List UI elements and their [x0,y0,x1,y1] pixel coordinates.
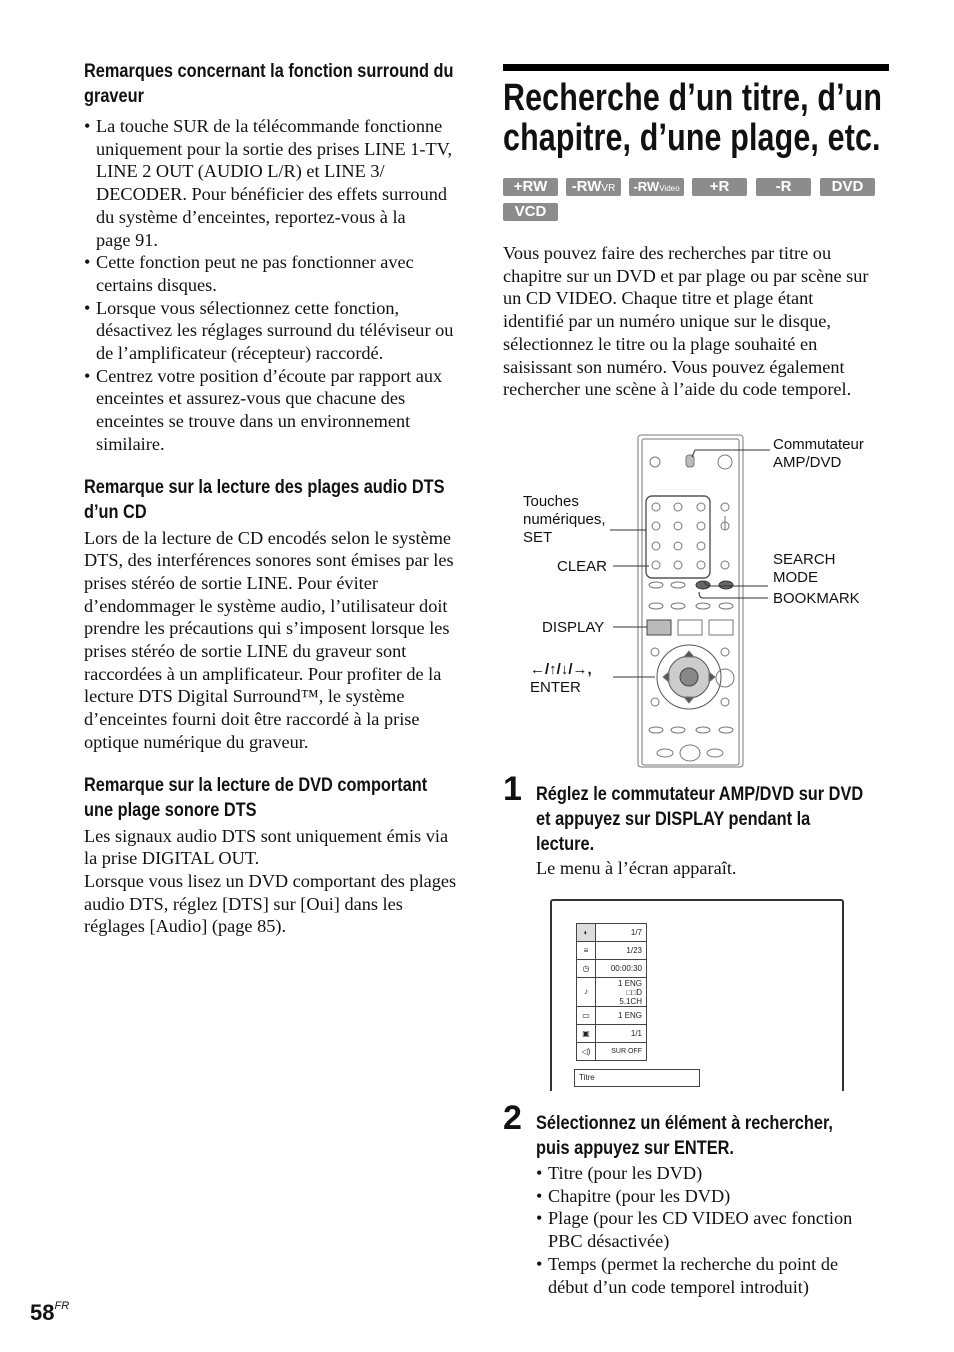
title-rule [503,64,889,71]
osd-row: ♪ 1 ENG □□D 5.1CH [577,978,646,1007]
step1-note: Le menu à l’écran apparaît. [536,858,737,878]
section-heading-surround: Remarques concernant la fonction surround du graveur [84,61,454,107]
osd-row: ◐ 1/7 [577,924,646,942]
step2-heading: Sélectionnez un élément à rechercher, puis appuyez sur ENTER. [536,1113,833,1159]
label-enter: ENTER [530,679,581,696]
badge-minus-rw-video: -RWVideo [629,178,684,196]
osd-row: ◁) SUR OFF [577,1043,646,1060]
osd-row: ◷ 00:00:30 [577,960,646,978]
intro-paragraph: Vous pouvez faire des recherches par titre ou chapitre sur un DVD et par plage ou par scène sur un CD VIDEO. Chaque titre et plage étant identifié par un numéro unique sur le disque, sélectionnez le titre ou la plage souhaité en saisissant son numéro. Vous pouvez également rechercher une scène à l’aide du code temporel. [503,243,869,400]
osd-screen [550,899,844,1091]
list-item: • Centrez votre position d’écoute par rapport aux enceintes et assurez-vous que chacune des enceintes se trouve dans un environnement similaire. [84,365,469,456]
dts-cd-paragraph: Lors de la lecture de CD encodés selon le système DTS, des interférences sonores sont émises par les prises stéréo de sortie LINE. Pour éviter d’endommager le système audio, l’utilisateur doit prendre les précautions qui s’imposent lorsque les prises stéréo de sortie LINE du graveur sont raccordées à un amplificateur. Pour profiter de la lecture DTS Digital Surround™, le système d’enceintes fourni doit être raccordé à la prise optique numérique du graveur. [84,527,454,752]
label-bookmark: BOOKMARK [773,590,860,607]
list-item: • Cette fonction peut ne pas fonctionner avec certains disques. [84,251,469,296]
badge-minus-rw-vr: -RWVR [566,178,621,196]
label-search-mode: SEARCH MODE [773,551,836,586]
label-amp-dvd-switch: Commutateur AMP/DVD [773,436,864,471]
osd-row: ≡ 1/23 [577,942,646,960]
osd-title-field: Titre [574,1069,700,1087]
section-heading-dts-cd: Remarque sur la lecture des plages audio DTS d’un CD [84,476,445,523]
osd-row: ▣ 1/1 [577,1025,646,1043]
dts-dvd-paragraph: Les signaux audio DTS sont uniquement émis via la prise DIGITAL OUT. Lorsque vous lisez un DVD comportant des plages audio DTS, réglez [DTS] sur [Oui] dans les réglages [Audio] (page 85). [84,825,457,937]
list-item: • La touche SUR de la télécommande fonctionne uniquement pour la sortie des prises LINE 1-TV, LINE 2 OUT (AUDIO L/R) et LINE 3/ DECODER. Pour bénéficier des effets surround du système d’enceintes, reportez-vous à la page 91. [84,115,469,251]
list-item: • Titre (pour les DVD) [536,1162,896,1185]
badge-plus-rw: +RW [503,178,558,196]
label-arrows: ←/↑/↓/→, [530,661,592,678]
osd-row: ▭ 1 ENG [577,1007,646,1025]
page-number: $58^{FR}$ [30,1300,70,1325]
surround-notes-list [84,115,469,456]
step2-options-list [536,1162,896,1298]
badge-dvd: DVD [820,178,875,196]
left-column [84,59,469,938]
list-item: • Chapitre (pour les DVD) [536,1185,896,1208]
label-numeric-keys: Touches numériques, SET [523,493,606,546]
list-item: • Lorsque vous sélectionnez cette fonction, désactivez les réglages surround du téléviseur ou de l’amplificateur (récepteur) raccordé. [84,297,469,365]
osd-menu [576,923,647,1061]
badge-vcd: VCD [503,203,558,221]
label-display: DISPLAY [542,619,605,636]
list-item: • Plage (pour les CD VIDEO avec fonction PBC désactivée) [536,1207,896,1252]
badge-minus-r: -R [756,178,811,196]
section-heading-dts-dvd: Remarque sur la lecture de DVD comportant une plage sonore DTS [84,774,428,821]
label-clear: CLEAR [557,558,608,575]
step1-heading: Réglez le commutateur AMP/DVD sur DVD et appuyez sur DISPLAY pendant la lecture. [536,784,864,855]
step-number-2: 2 [503,1099,522,1137]
step-number-1: 1 [503,770,522,808]
list-item: • Temps (permet la recherche du point de début d’un code temporel introduit) [536,1253,896,1298]
badge-plus-r: +R [692,178,747,196]
page-title: Recherche d’un titre, d’un chapitre, d’une plage, etc. [503,77,883,159]
